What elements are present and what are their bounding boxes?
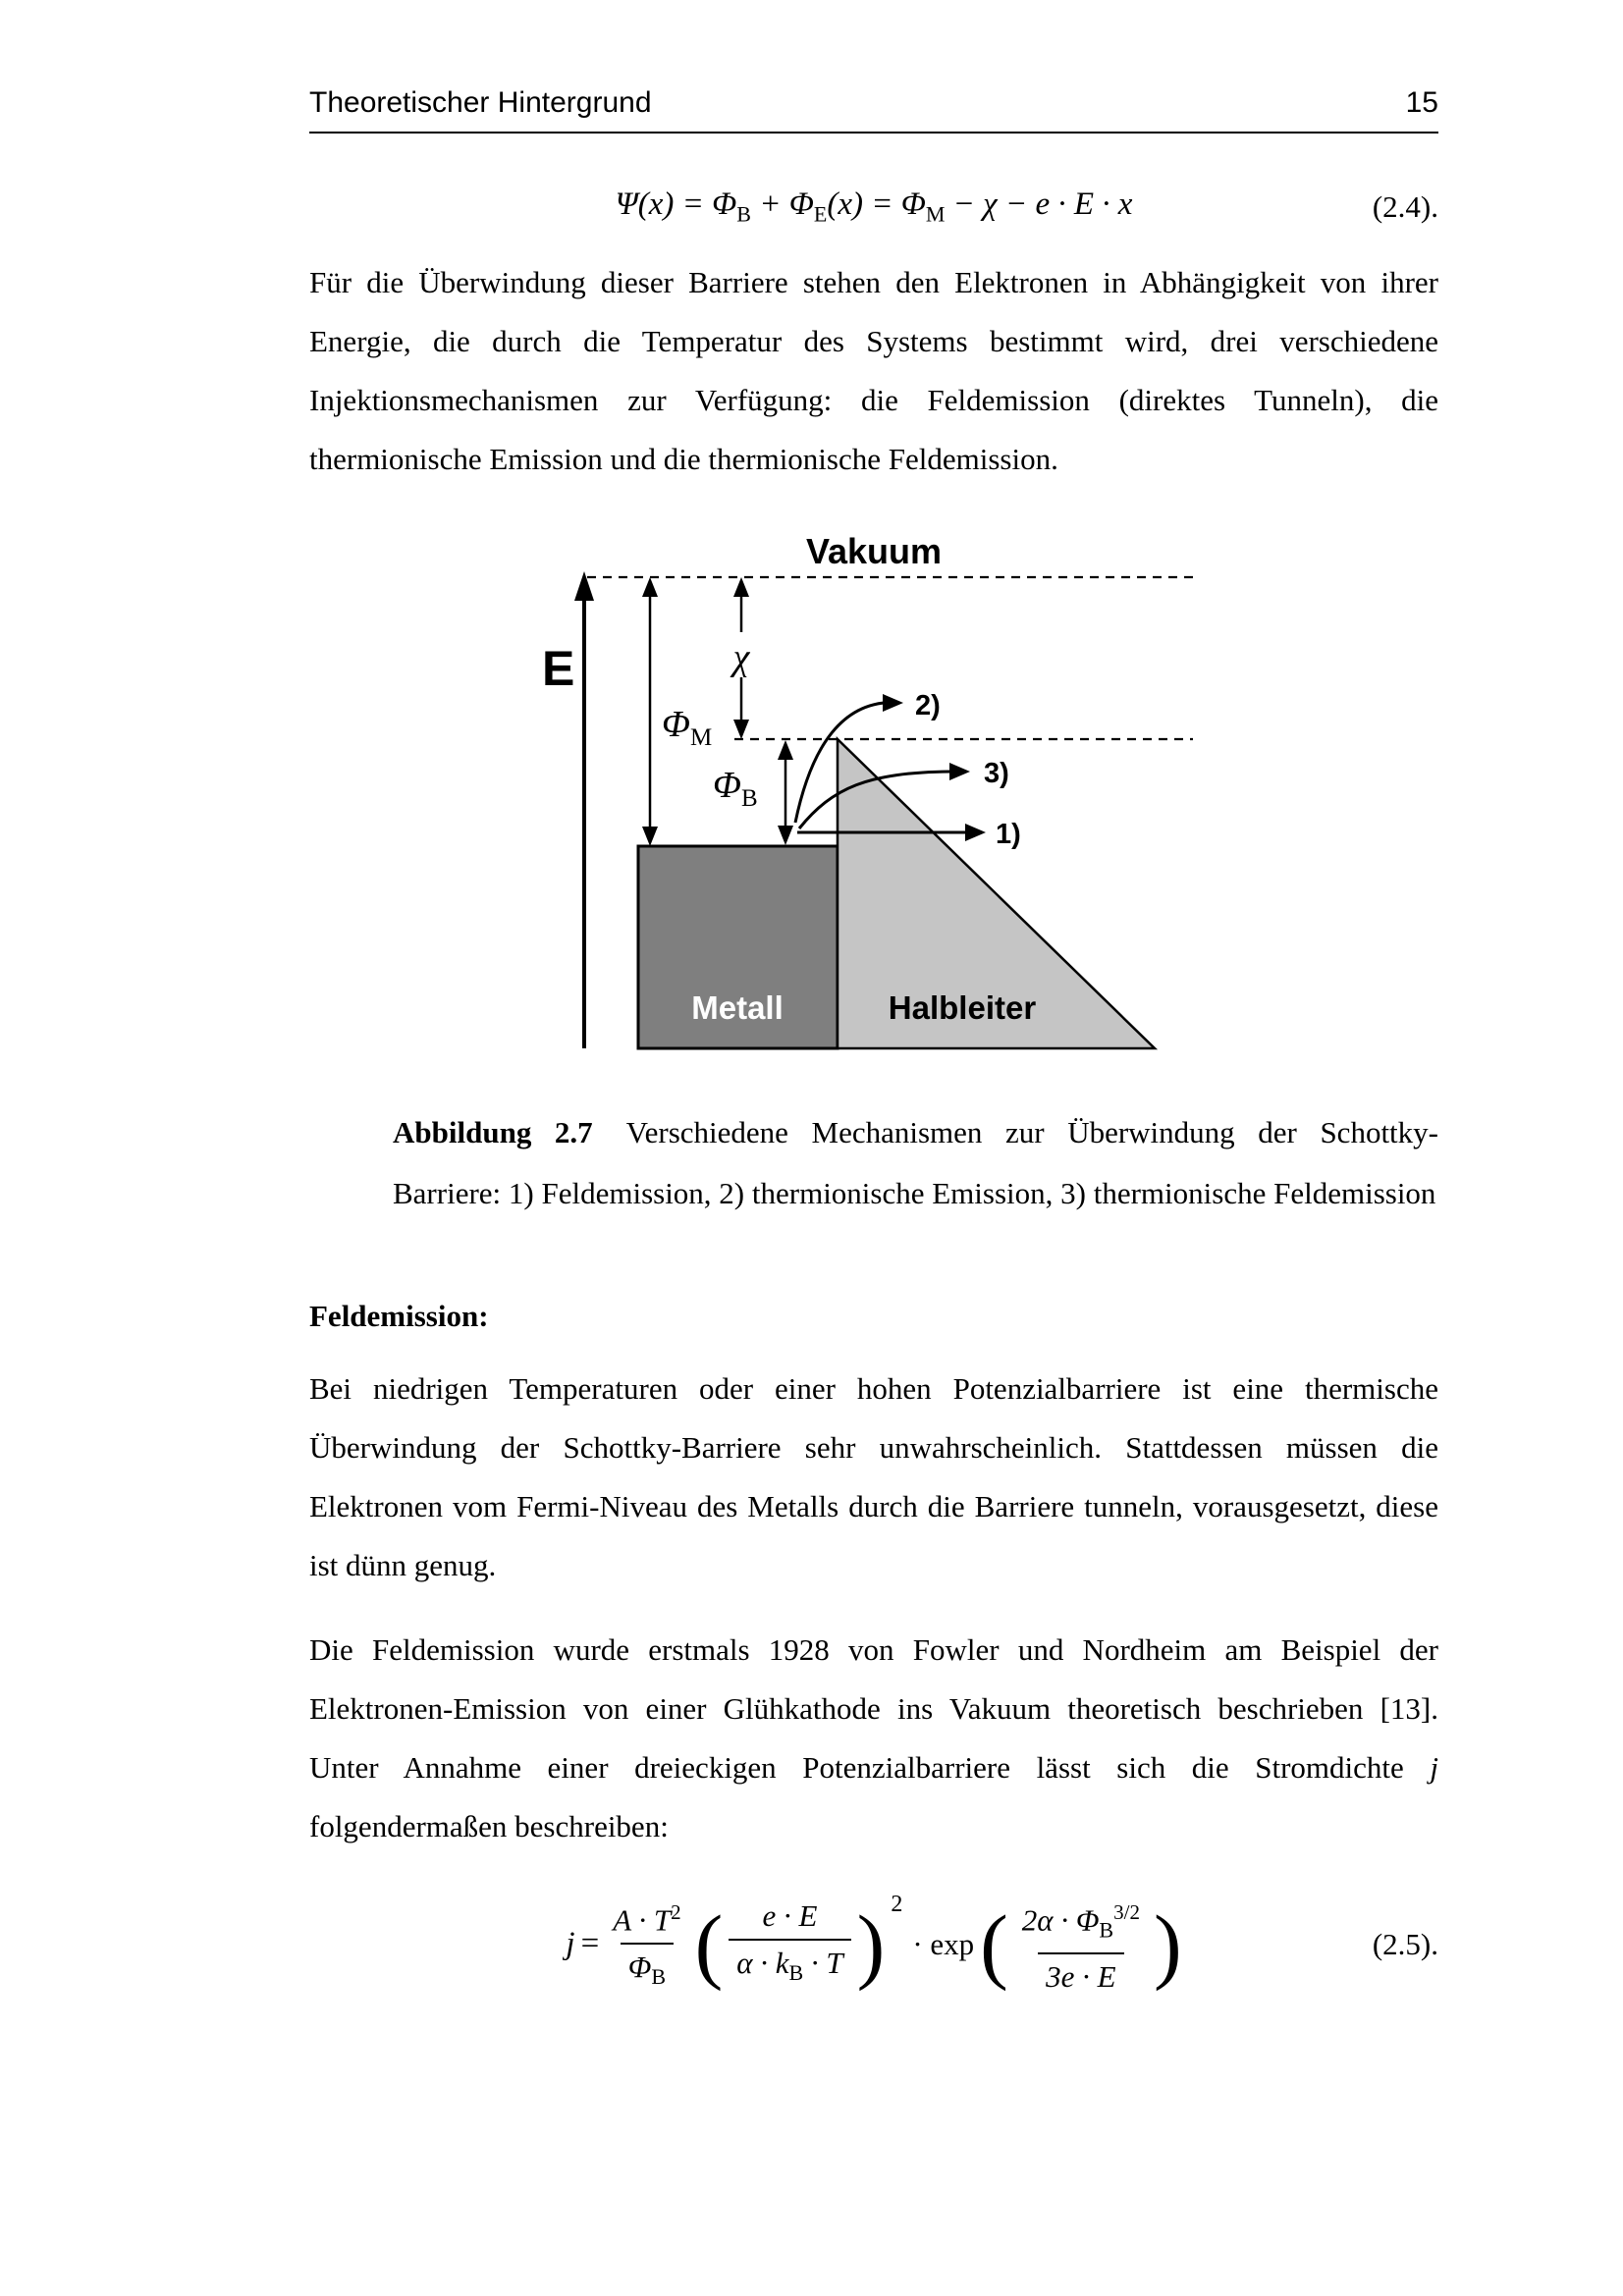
equation-2-5 bbox=[309, 1890, 1438, 2001]
equation-2-4 bbox=[309, 187, 1438, 228]
right-parenthesis: ) bbox=[856, 1896, 886, 1992]
math-token: j bbox=[1430, 1749, 1438, 1785]
math-token: Φ bbox=[662, 703, 690, 745]
thermionic-emission-arrowhead bbox=[883, 694, 903, 712]
caption-label: Abbildung 2.7 bbox=[393, 1114, 593, 1149]
math-token: M bbox=[925, 201, 946, 227]
math-token: B bbox=[788, 1959, 804, 1985]
math-token: B bbox=[740, 784, 758, 812]
math-token: e · E bbox=[762, 1897, 818, 1933]
math-token: = bbox=[580, 1926, 600, 1962]
chi-label: χ bbox=[732, 636, 750, 678]
fraction-denominator bbox=[1038, 1952, 1123, 2000]
fraction-numerator bbox=[754, 1894, 825, 1939]
equation-2-5-number: (2.5). bbox=[1372, 1926, 1438, 1961]
paragraph-text: Die Feldemission wurde erstmals 1928 von Fowler und Nordheim am Beispiel der Elektronen-Emission von einer Glühkathode ins Vakuum theoretisch beschrieben [13]. Unter Annahme einer dreieckigen Potenzialbarriere lässt sich die Stromdichte bbox=[309, 1631, 1438, 1785]
math-token: · T bbox=[803, 1945, 843, 1980]
math-token: 3/2 bbox=[1113, 1899, 1140, 1924]
math-token: 3e · E bbox=[1046, 1959, 1116, 1995]
math-token: B bbox=[1099, 1917, 1114, 1943]
chi-arrowhead-top bbox=[733, 577, 749, 597]
math-token: E bbox=[813, 201, 828, 227]
semiconductor-label: Halbleiter bbox=[888, 988, 1037, 1026]
chi-arrowhead-bottom bbox=[733, 720, 749, 739]
phi-b-arrowhead-bottom bbox=[778, 826, 793, 845]
header-title: Theoretischer Hintergrund bbox=[309, 86, 652, 119]
fraction-denominator bbox=[729, 1939, 850, 1996]
equation-2-5-body bbox=[566, 1890, 1181, 2001]
math-token: Φ bbox=[627, 1949, 652, 1984]
thermionic-field-emission-arrowhead bbox=[949, 763, 970, 780]
math-token: · exp bbox=[912, 1926, 975, 1961]
math-token: B bbox=[736, 201, 751, 227]
math-token: 2 bbox=[671, 1899, 681, 1924]
fraction-denominator bbox=[621, 1943, 674, 2000]
field-emission-arrowhead bbox=[965, 824, 986, 841]
equation-2-4-body bbox=[616, 187, 1133, 228]
equation-fraction-2 bbox=[729, 1894, 850, 1996]
math-token: 2α · Φ bbox=[1021, 1901, 1100, 1937]
math-token: (x) = Φ bbox=[827, 187, 926, 222]
phi-m-label bbox=[662, 704, 712, 751]
paragraph: Für die Überwindung dieser Barriere stehen den Elektronen in Abhängigkeit von ihrer Energie, die durch die Temperatur des Systems bestimmt wird, drei verschiedene Injektionsmechanismen zur Verfügung: die Feldemission (direktes Tunneln), die thermionische Emission und die thermionische Feldemission. bbox=[309, 264, 1438, 476]
figure-caption bbox=[393, 1102, 1438, 1224]
phi-m-arrowhead-bottom bbox=[642, 827, 658, 846]
math-token: B bbox=[651, 1964, 667, 1990]
math-token: j bbox=[566, 1926, 575, 1962]
energy-axis-arrowhead bbox=[574, 571, 594, 601]
fraction-numerator bbox=[605, 1890, 688, 1943]
header-rule bbox=[309, 132, 1438, 133]
math-token: M bbox=[689, 723, 713, 751]
phi-b-label bbox=[713, 765, 758, 812]
math-token: 2 bbox=[891, 1892, 903, 1918]
math-token: Ψ(x) = Φ bbox=[615, 187, 737, 222]
arrow1-label: 1) bbox=[996, 818, 1021, 850]
paragraph bbox=[309, 1621, 1438, 1856]
left-parenthesis: ( bbox=[980, 1896, 1008, 1992]
equation-fraction-3 bbox=[1014, 1890, 1148, 2001]
equation-2-4-number: (2.4). bbox=[1372, 188, 1438, 224]
right-parenthesis: ) bbox=[1153, 1896, 1182, 1992]
caption-text: Verschiedene Mechanismen zur Überwindung der Schottky-Barriere: 1) Feldemission, 2) thermionische Emission, 3) thermionische Feldemission bbox=[393, 1114, 1438, 1210]
math-token: α · k bbox=[736, 1945, 789, 1980]
math-token: + Φ bbox=[750, 187, 814, 222]
math-token: Φ bbox=[713, 764, 741, 806]
phi-b-arrowhead-top bbox=[778, 740, 793, 760]
arrow2-label: 2) bbox=[915, 689, 941, 721]
schottky-barrier-diagram bbox=[540, 530, 1208, 1050]
equation-fraction-1 bbox=[605, 1890, 688, 2001]
left-parenthesis: ( bbox=[694, 1896, 724, 1992]
vacuum-label: Vakuum bbox=[805, 530, 943, 571]
energy-axis-label: E bbox=[542, 640, 575, 696]
phi-m-arrowhead-top bbox=[642, 577, 658, 597]
metal-label: Metall bbox=[691, 988, 784, 1026]
page-header bbox=[309, 86, 1438, 120]
page-number: 15 bbox=[1405, 86, 1438, 119]
paragraph: Bei niedrigen Temperaturen oder einer hohen Potenzialbarriere ist eine thermische Überwindung der Schottky-Barriere sehr unwahrscheinlich. Stattdessen müssen die Elektronen vom Fermi-Niveau des Metalls durch die Barriere tunneln, vorausgesetzt, diese ist dünn genug. bbox=[309, 1370, 1438, 1582]
paragraph-text: folgendermaßen beschreiben: bbox=[309, 1808, 669, 1843]
figure-2-7 bbox=[540, 530, 1208, 1055]
arrow3-label: 3) bbox=[984, 757, 1009, 789]
fraction-numerator bbox=[1014, 1890, 1148, 1953]
math-token: − χ − e · E · x bbox=[945, 187, 1133, 222]
section-heading: Feldemission: bbox=[309, 1298, 489, 1333]
math-token: A · T bbox=[613, 1901, 672, 1937]
